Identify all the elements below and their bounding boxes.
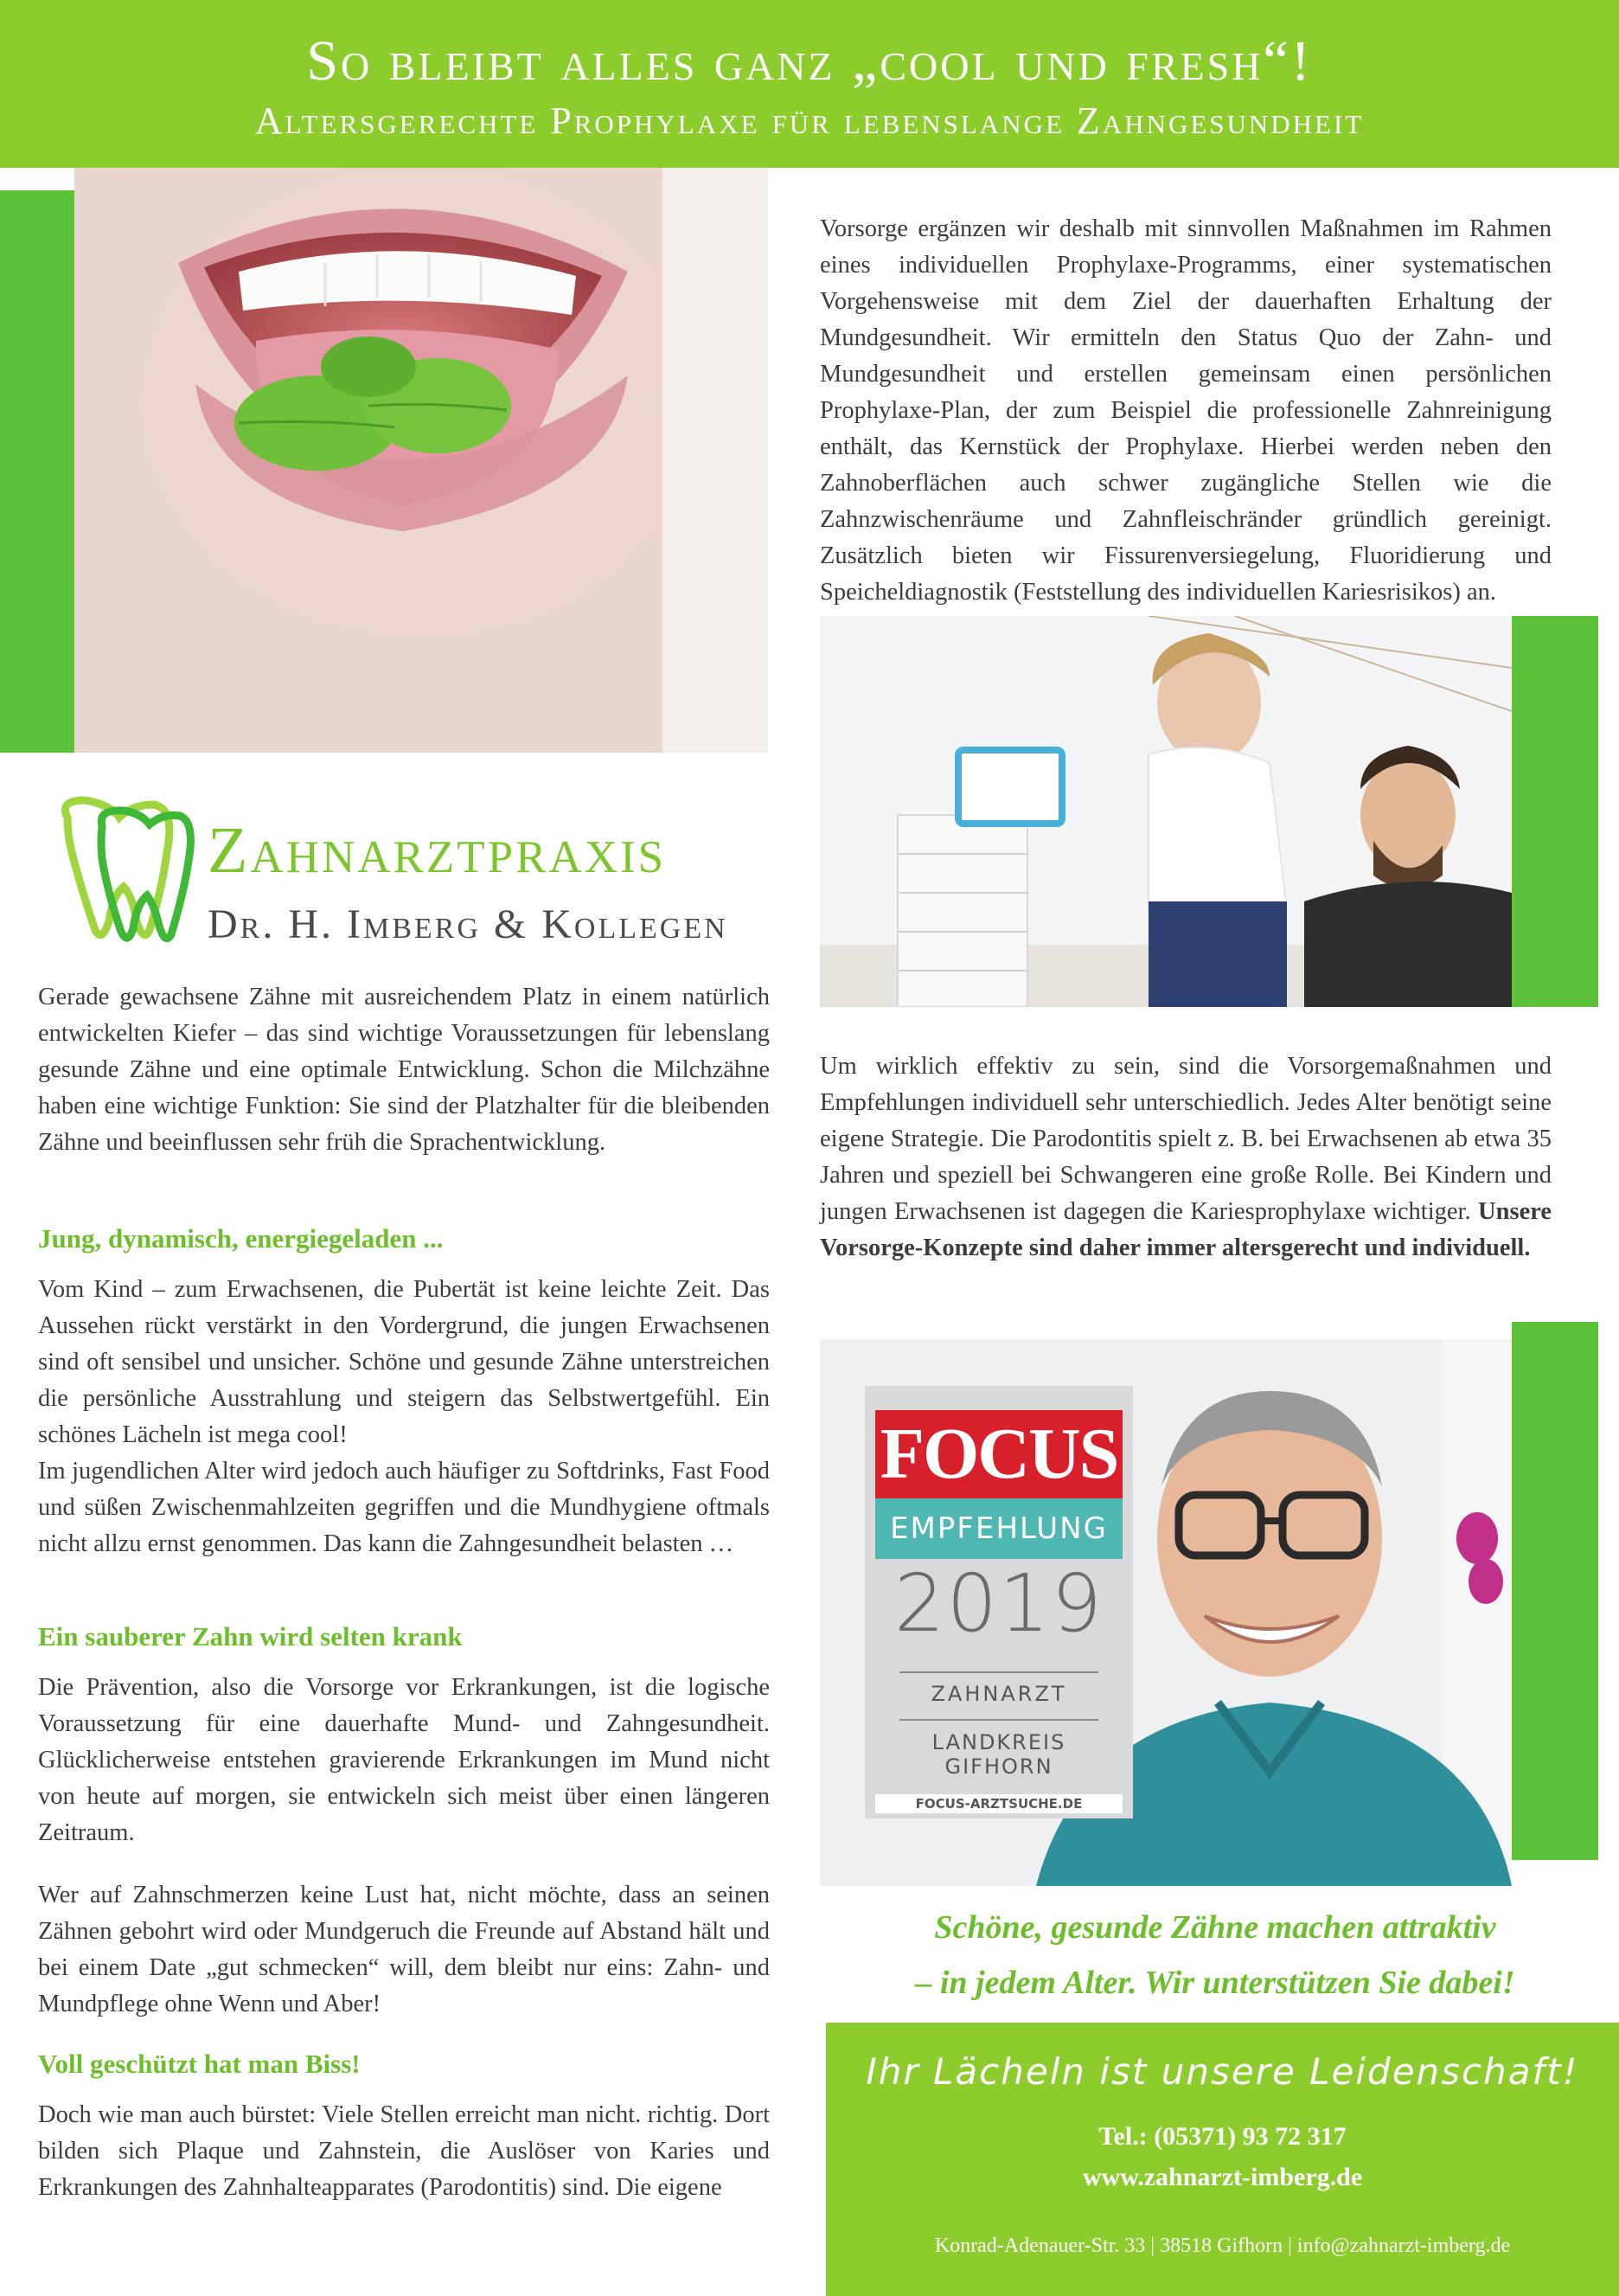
paragraph-effektiv-text: Um wirklich effektiv zu sein, sind die Vorsorgemaßnahmen und Empfehlungen individuell sehr unterschiedlich. Jedes Alter benötigt seine eigene Strategie. Die Parodontitis spielt z. B. bei Erwachsenen ab etwa 35 Jahren und speziell bei Schwangeren eine große Rolle. Bei Kindern und jungen Erwachsenen ist dagegen die Kariesprophylaxe wichtiger. <box>820 1053 1552 1225</box>
right-green-bar-2 <box>1512 1322 1598 1860</box>
focus-award-badge <box>865 1386 1133 1818</box>
badge-url: FOCUS-ARZTSUCHE.DE <box>875 1794 1123 1813</box>
slogan-line-2: – in jedem Alter. Wir unterstützen Sie dabei! <box>915 1965 1515 2001</box>
badge-category: ZAHNARZT <box>931 1682 1067 1706</box>
badge-label: EMPFEHLUNG <box>875 1498 1123 1559</box>
paragraph-pubertaet: Vom Kind – zum Erwachsenen, die Pubertät ist keine leichte Zeit. Das Aussehen rückt verstärkt in den Vordergrund, die jungen Erwachsenen sind oft sensibel und unsicher. Schöne und gesunde Zähne unterstreichen die persönliche Ausstrahlung und steigern das Selbstwertgefühl. Ein schönes Lächeln ist mega cool! <box>38 1276 770 1448</box>
section-heading-biss: Voll geschützt hat man Biss! <box>38 2049 361 2079</box>
contact-box <box>826 2023 1619 2296</box>
paragraph-praevention: Die Prävention, also die Vorsorge vor Erkrankungen, ist die logische Voraussetzung für eine dauerhafte Mund- und Zahngesundheit. Glücklicherweise entstehen gravierende Erkrankungen im Mund nicht von heute auf morgen, sie entwickeln sich meist über einen längeren Zeitraum. <box>38 1674 770 1846</box>
slogan-line-1: Schöne, gesunde Zähne machen attraktiv <box>934 1909 1496 1946</box>
mouth-mint-photo <box>74 168 768 753</box>
paragraph-softdrinks: Im jugendlichen Alter wird jedoch auch häufiger zu Softdrinks, Fast Food und süßen Zwischenmahlzeiten gegriffen und die Mundhygiene oftmals nicht allzu ernst genommen. Das kann die Zahngesundheit belasten … <box>38 1458 770 1557</box>
badge-region <box>865 1730 1133 1779</box>
badge-region-line1: LANDKREIS <box>931 1730 1066 1754</box>
badge-year: 2019 <box>893 1557 1104 1650</box>
right-green-bar-1 <box>1512 616 1598 1007</box>
badge-divider <box>899 1671 1098 1673</box>
logo-subtitle: Dr. H. Imberg & Kollegen <box>208 901 728 947</box>
paragraph-zahnschmerzen: Wer auf Zahnschmerzen keine Lust hat, nicht möchte, dass an seinen Zähnen gebohrt wird oder Mundgeruch die Freunde auf Abstand hält und bei einem Date „gut schmecken“ will, dem bleibt nur eins: Zahn- und Mundpflege ohne Wenn und Aber! <box>38 1882 770 2017</box>
contact-website-link[interactable]: www.zahnarzt-imberg.de <box>1082 2163 1363 2191</box>
intro-paragraph: Gerade gewachsene Zähne mit ausreichendem Platz in einem natürlich entwickelten Kiefer – das sind wichtige Voraussetzungen für lebenslang gesunde Zähne und eine optimale Entwicklung. Schon die Milchzähne haben eine wichtige Funktion: Sie sind der Platzhalter für die bleibenden Zähne und beeinflussen sehr früh die Sprachentwicklung. <box>38 984 770 1156</box>
contact-tagline: Ihr Lächeln ist unsere Leidenschaft! <box>866 2050 1579 2093</box>
badge-brand: FOCUS <box>875 1410 1123 1498</box>
left-green-bar <box>0 190 74 753</box>
badge-divider <box>899 1719 1098 1721</box>
paragraph-effektiv-bold: Unsere Vorsorge-Konzepte sind daher immer altersgerecht und individuell. <box>820 1198 1552 1261</box>
contact-address: Konrad-Adenauer-Str. 33 | 38518 Gifhorn | info@zahnarzt-imberg.de <box>934 2235 1511 2257</box>
paragraph-vorsorge: Vorsorge ergänzen wir deshalb mit sinnvollen Maßnahmen im Rahmen eines individuellen Prophylaxe-Programms, einer systematischen Vorgehensweise mit dem Ziel der dauerhaften Erhaltung der Mundgesundheit. Wir ermitteln den Status Quo der Zahn- und Mundgesundheit und erstellen gemeinsam einen persönlichen Prophylaxe-Plan, der zum Beispiel die professionelle Zahnreinigung enthält, das Kernstück der Prophylaxe. Hierbei werden neben den Zahnoberflächen auch schwer zugängliche Stellen wie die Zahnzwischenräume und Zahnfleischränder gründlich gereinigt. Zusätzlich bieten wir Fissurenversiegelung, Fluoridierung und Speicheldiagnostik (Feststellung des individuellen Kariesrisikos) an. <box>820 215 1552 606</box>
section-heading-sauber: Ein sauberer Zahn wird selten krank <box>38 1621 463 1651</box>
dental-treatment-illustration <box>820 616 1512 1007</box>
paragraph-effektiv <box>820 1049 1552 1267</box>
header-banner <box>0 0 1619 168</box>
paragraph-buersten: Doch wie man auch bürstet: Viele Stellen erreicht man nicht. richtig. Dort bilden sich Plaque und Zahnstein, die Auslöser von Karies und Erkrankungen des Zahnhalteapparates (Parodontitis) sind. Die eigene <box>38 2101 770 2201</box>
badge-region-line2: GIFHORN <box>944 1754 1053 1779</box>
page-title: So bleibt alles ganz „cool und fresh“! <box>306 29 1313 93</box>
section-heading-jung: Jung, dynamisch, energiegeladen ... <box>38 1223 444 1254</box>
tooth-logo-icon <box>50 792 197 947</box>
dental-treatment-photo <box>820 616 1512 1007</box>
page-subtitle: Altersgerechte Prophylaxe für lebenslange Zahngesundheit <box>254 99 1365 142</box>
mouth-mint-illustration <box>74 168 768 753</box>
contact-phone[interactable]: Tel.: (05371) 93 72 317 <box>1098 2122 1347 2151</box>
logo-title: Zahnarztpraxis <box>208 814 667 887</box>
